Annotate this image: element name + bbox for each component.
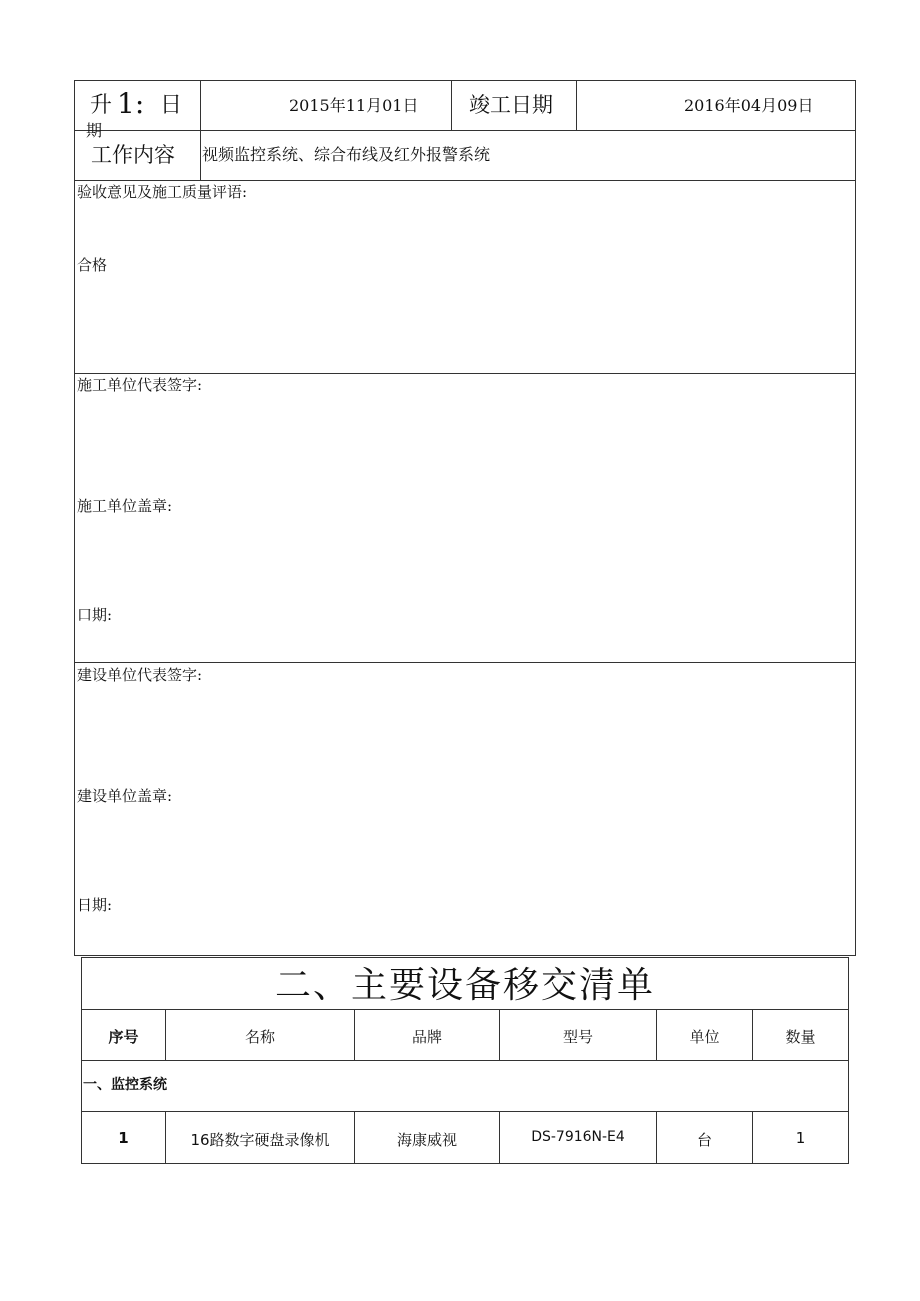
cell-name: 16路数字硬盘录像机: [190, 1131, 330, 1149]
owner-seal-label: 建设单位盖章:: [77, 787, 173, 805]
cell-index: 1: [118, 1129, 129, 1147]
start-date-label-glyph: 期: [86, 121, 103, 140]
start-date-label-glyph: 日: [160, 93, 183, 118]
completion-date-value: 2016年04月09日: [684, 96, 814, 115]
owner-date-label: 日期:: [77, 896, 113, 914]
owner-rep-sign-label: 建设单位代表签字:: [77, 666, 203, 684]
header-index: 序号: [108, 1028, 139, 1046]
cell-quantity: 1: [795, 1129, 806, 1147]
header-name: 名称: [244, 1028, 275, 1046]
section-label: 一、监控系统: [83, 1077, 167, 1093]
cell-model: DS-7916N-E4: [531, 1129, 625, 1145]
work-content-label: 工作内容: [91, 143, 175, 167]
start-date-label-glyph: 1:: [117, 87, 145, 120]
contractor-seal-label: 施工单位盖章:: [77, 497, 173, 515]
header-model: 型号: [562, 1028, 593, 1046]
header-brand: 品牌: [411, 1028, 442, 1046]
header-unit: 单位: [689, 1028, 720, 1046]
handover-title: 二、主要设备移交清单: [274, 965, 655, 1006]
acceptance-opinion-label: 验收意见及施工质量评语:: [77, 183, 248, 201]
acceptance-opinion-value: 合格: [77, 256, 108, 274]
header-quantity: 数量: [785, 1028, 816, 1046]
cell-brand: 海康威视: [396, 1131, 457, 1149]
work-content-value: 视频监控系统、综合布线及红外报警系统: [202, 145, 491, 164]
contractor-date-label: 口期:: [77, 606, 113, 624]
start-date-value: 2015年11月01日: [289, 96, 419, 115]
start-date-label-glyph: 升: [90, 93, 113, 118]
contractor-rep-sign-label: 施工单位代表签字:: [77, 376, 203, 394]
cell-unit: 台: [696, 1131, 712, 1149]
completion-date-label: 竣工日期: [469, 93, 553, 117]
